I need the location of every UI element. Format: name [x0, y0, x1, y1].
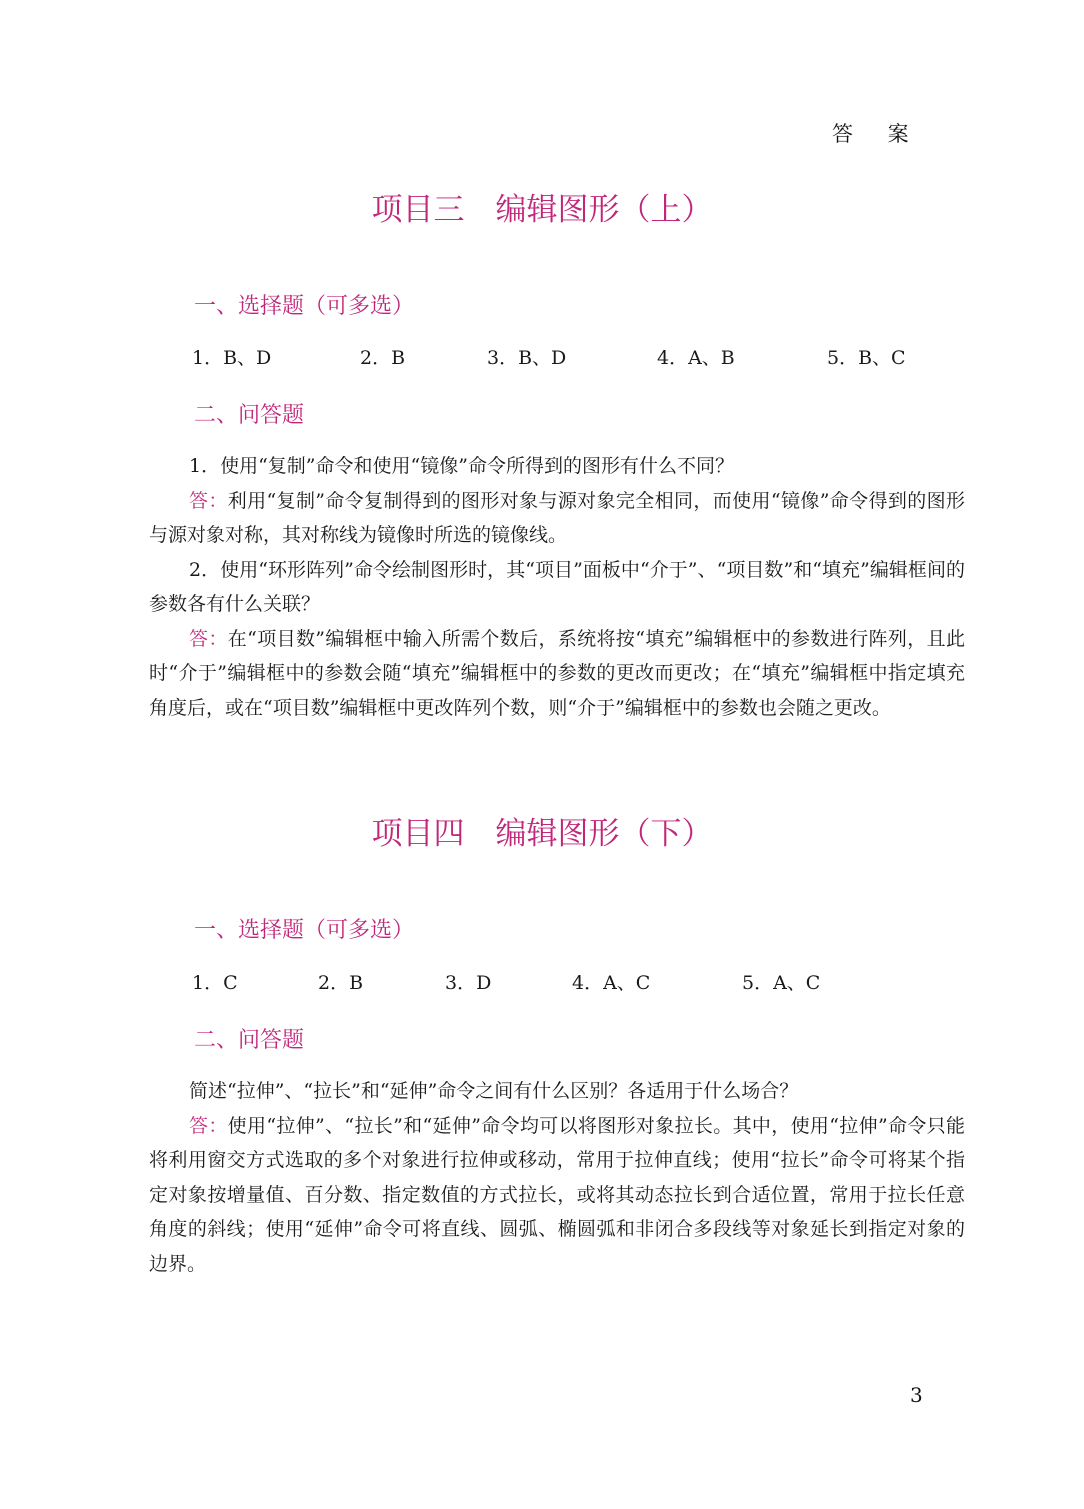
choice-answer: 4．A、B: [657, 347, 735, 369]
answer-label: 答：: [189, 1114, 228, 1137]
project3-choice-answers: [0, 343, 1084, 373]
choice-answer: 3．D: [445, 972, 492, 994]
project3-qa-body: [149, 449, 965, 725]
answer-label: 答：: [189, 627, 228, 650]
page-number: 3: [910, 1383, 923, 1407]
project4-qa-body: [149, 1074, 965, 1281]
choice-answer: 5．B、C: [827, 347, 906, 369]
choice-answer: 5．A、C: [742, 972, 821, 994]
running-header: 答 案: [832, 122, 923, 146]
answer-text: 使用“拉伸”、“拉长”和“延伸”命令均可以将图形对象拉长。其中，使用“拉伸”命令只能将利用窗交方式选取的多个对象进行拉伸或移动，常用于拉伸直线；使用“拉长”命令可将某个指定对象按增量值、百分数、指定数值的方式拉长，或将其动态拉长到合适位置，常用于拉长任意角度的斜线；使用“延伸”命令可将直线、圆弧、椭圆弧和非闭合多段线等对象延长到指定对象的边界。: [149, 1114, 965, 1275]
choice-answer: 1．B、D: [192, 347, 272, 369]
choice-answer: 2．B: [360, 347, 406, 369]
answer-label: 答：: [189, 489, 228, 512]
choice-answer: 4．A、C: [572, 972, 651, 994]
question-1: 简述“拉伸”、“拉长”和“延伸”命令之间有什么区别？各适用于什么场合？: [189, 1080, 799, 1102]
answer-text: 利用“复制”命令复制得到的图形对象与源对象完全相同，而使用“镜像”命令得到的图形与源对象对称，其对称线为镜像时所选的镜像线。: [149, 489, 965, 546]
answer-1: [149, 1109, 965, 1282]
answer-text: 在“项目数”编辑框中输入所需个数后，系统将按“填充”编辑框中的参数进行阵列，且此时“介于”编辑框中的参数会随“填充”编辑框中的参数的更改而更改；在“填充”编辑框中指定填充角度后，或在“项目数”编辑框中更改阵列个数，则“介于”编辑框中的参数也会随之更改。: [149, 627, 965, 719]
project4-choice-answers: [0, 968, 1084, 998]
project3-qa-heading: 二、问答题: [194, 403, 305, 428]
answer-2: [149, 622, 965, 726]
question-2: 2．使用“环形阵列”命令绘制图形时，其“项目”面板中“介于”、“项目数”和“填充”编辑框间的参数各有什么关联？: [149, 558, 965, 615]
project3-choice-heading: 一、选择题（可多选）: [194, 294, 415, 319]
project3-title: 项目三 编辑图形（上）: [371, 192, 713, 228]
choice-answer: 3．B、D: [487, 347, 567, 369]
project4-title: 项目四 编辑图形（下）: [371, 816, 713, 852]
project4-choice-heading: 一、选择题（可多选）: [194, 918, 415, 943]
choice-answer: 1．C: [192, 972, 238, 994]
answer-1: [149, 484, 965, 553]
choice-answer: 2．B: [318, 972, 364, 994]
project4-qa-heading: 二、问答题: [194, 1028, 305, 1053]
question-1: 1．使用“复制”命令和使用“镜像”命令所得到的图形有什么不同？: [189, 455, 734, 477]
